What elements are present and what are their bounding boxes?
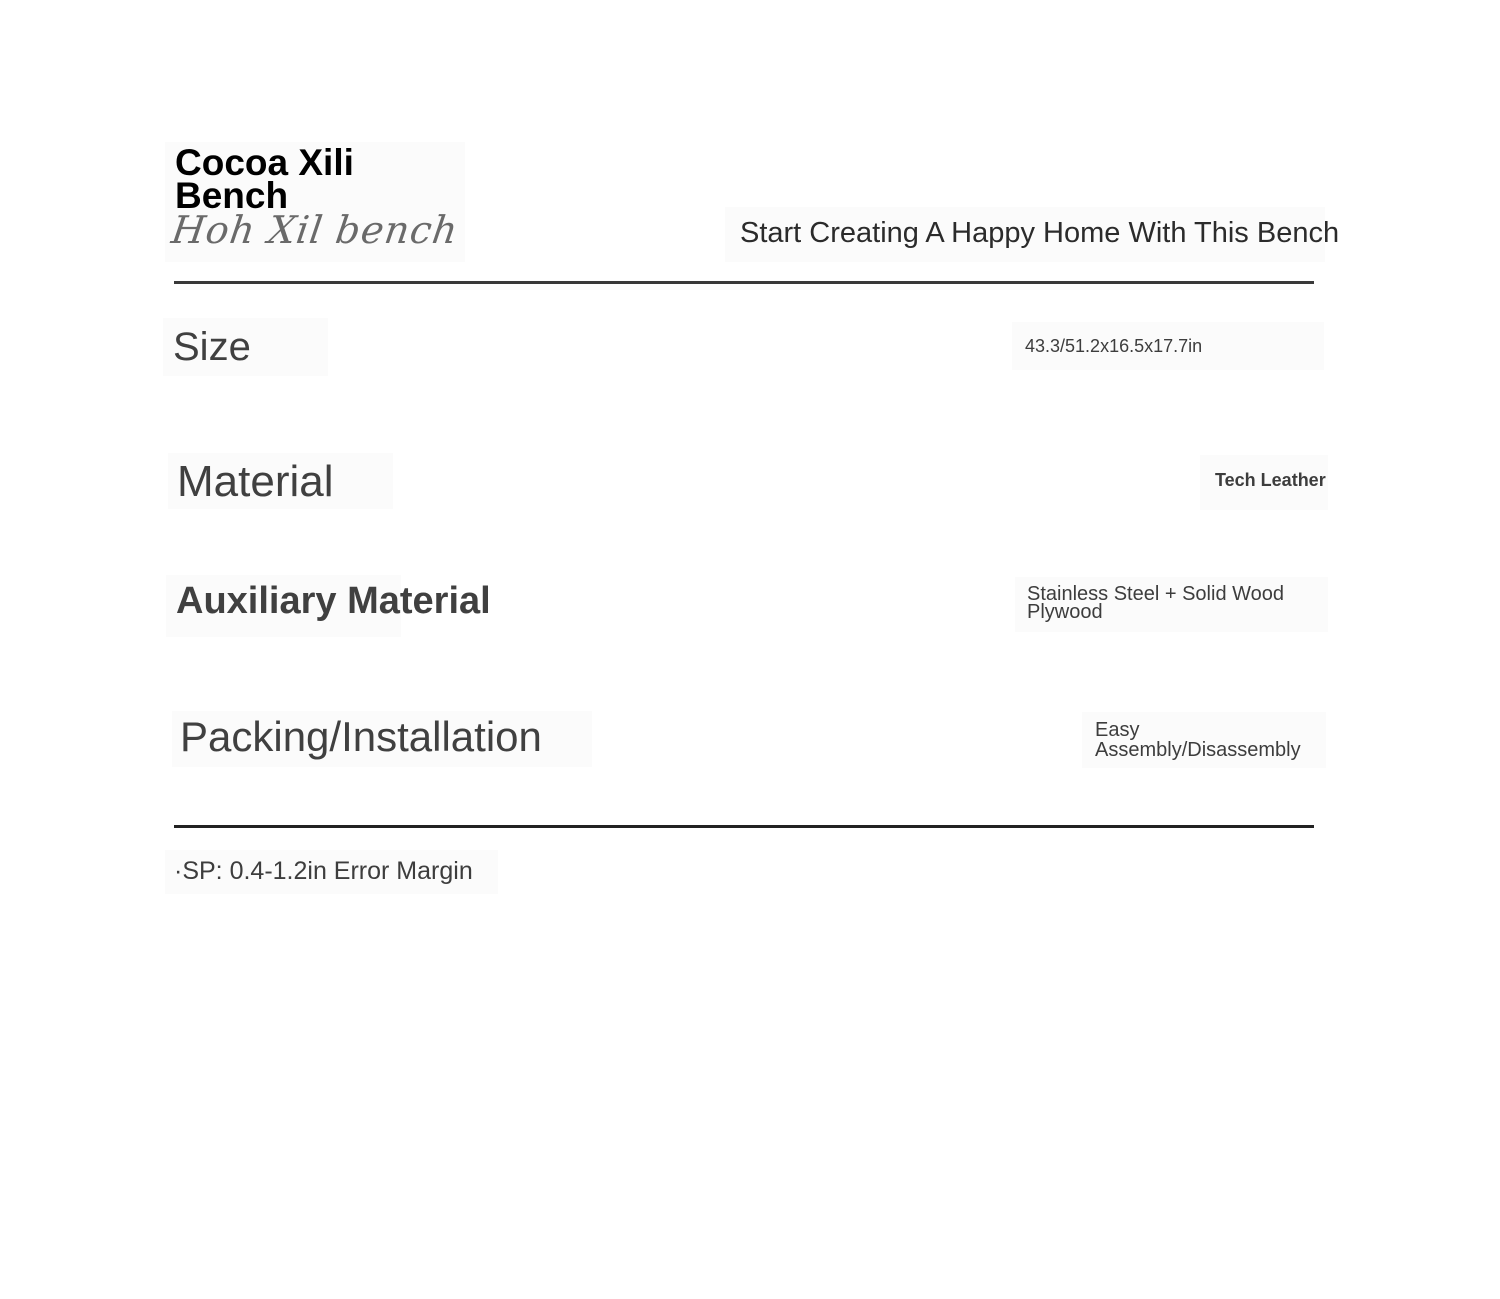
spec-value-auxiliary-material: Stainless Steel + Solid Wood Plywood: [1027, 583, 1285, 623]
tagline: Start Creating A Happy Home With This Bench: [740, 217, 1340, 249]
spec-label-material: Material: [177, 457, 334, 506]
script-subtitle: Hoh Xil bench: [168, 208, 462, 252]
spec-value-size: 43.3/51.2x16.5x17.7in: [1025, 336, 1203, 356]
spec-label-packing-installation: Packing/Installation: [180, 713, 542, 760]
product-title: Cocoa Xili Bench: [175, 142, 354, 216]
error-margin-note: ·SP: 0.4-1.2in Error Margin: [174, 857, 473, 885]
top-divider: [174, 281, 1314, 284]
spec-value-packing-installation: Easy Assembly/Disassembly: [1095, 719, 1301, 761]
spec-label-auxiliary-material: Auxiliary Material: [176, 580, 491, 622]
bottom-divider: [174, 825, 1314, 828]
spec-label-size: Size: [173, 325, 251, 369]
spec-value-material: Tech Leather: [1215, 470, 1326, 490]
